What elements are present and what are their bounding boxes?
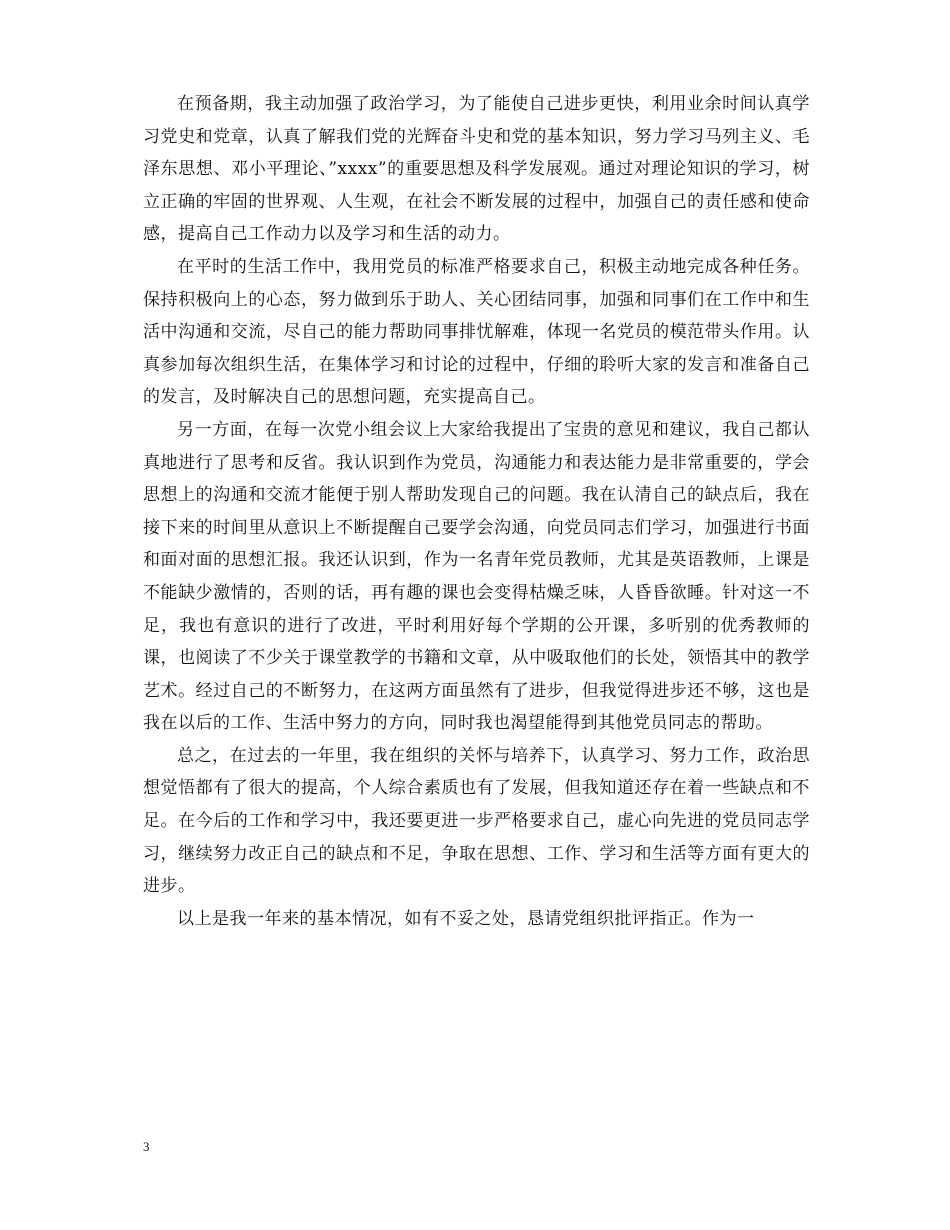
document-body <box>143 88 810 935</box>
paragraph-5: 以上是我一年来的基本情况，如有不妥之处，恳请党组织批评指正。作为一 <box>177 908 755 929</box>
paragraph-2: 在平时的生活工作中，我用党员的标准严格要求自己，积极主动地完成各种任务。保持积极向上的心态，努力做到乐于助人、关心团结同事，加强和同事们在工作中和生活中沟通和交流，尽自己的能力帮助同事排忧解难，体现一名党员的模范带头作用。认真参加每次组织生活，在集体学习和讨论的过程中，仔细的聆听大家的发言和准备自己的发言，及时解决自己的思想问题，充实提高自己。 <box>143 256 810 408</box>
paragraph-3: 另一方面，在每一次党小组会议上大家给我提出了宝贵的意见和建议，我自己都认真地进行了思考和反省。我认识到作为党员，沟通能力和表达能力是非常重要的，学会思想上的沟通和交流才能便于别人帮助发现自己的问题。我在认清自己的缺点后，我在接下来的时间里从意识上不断提醒自己要学会沟通，向党员同志们学习，加强进行书面和面对面的思想汇报。我还认识到，作为一名青年党员教师，尤其是英语教师，上课是不能缺少激情的，否则的话，再有趣的课也会变得枯燥乏味，人昏昏欲睡。针对这一不足，我也有意识的进行了改进，平时利用好每个学期的公开课，多听别的优秀教师的课，也阅读了不少关于课堂教学的书籍和文章，从中吸取他们的长处，领悟其中的教学艺术。经过自己的不断努力，在这两方面虽然有了进步，但我觉得进步还不够，这也是我在以后的工作、生活中努力的方向，同时我也渴望能得到其他党员同志的帮助。 <box>143 419 810 734</box>
paragraph-4: 总之，在过去的一年里，我在组织的关怀与培养下，认真学习、努力工作，政治思想觉悟都有了很大的提高，个人综合素质也有了发展，但我知道还存在着一些缺点和不足。在今后的工作和学习中，我还要更进一步严格要求自己，虚心向先进的党员同志学习，继续努力改正自己的缺点和不足，争取在思想、工作、学习和生活等方面有更大的进步。 <box>143 745 810 897</box>
page-number: 3 <box>143 1139 150 1154</box>
paragraph-1: 在预备期，我主动加强了政治学习，为了能使自己进步更快，利用业余时间认真学习党史和党章，认真了解我们党的光辉奋斗史和党的基本知识，努力学习马列主义、毛泽东思想、邓小平理论、”xxxx”的重要思想及科学发展观。通过对理论知识的学习，树立正确的牢固的世界观、人生观，在社会不断发展的过程中，加强自己的责任感和使命感，提高自己工作动力以及学习和生活的动力。 <box>143 94 810 245</box>
